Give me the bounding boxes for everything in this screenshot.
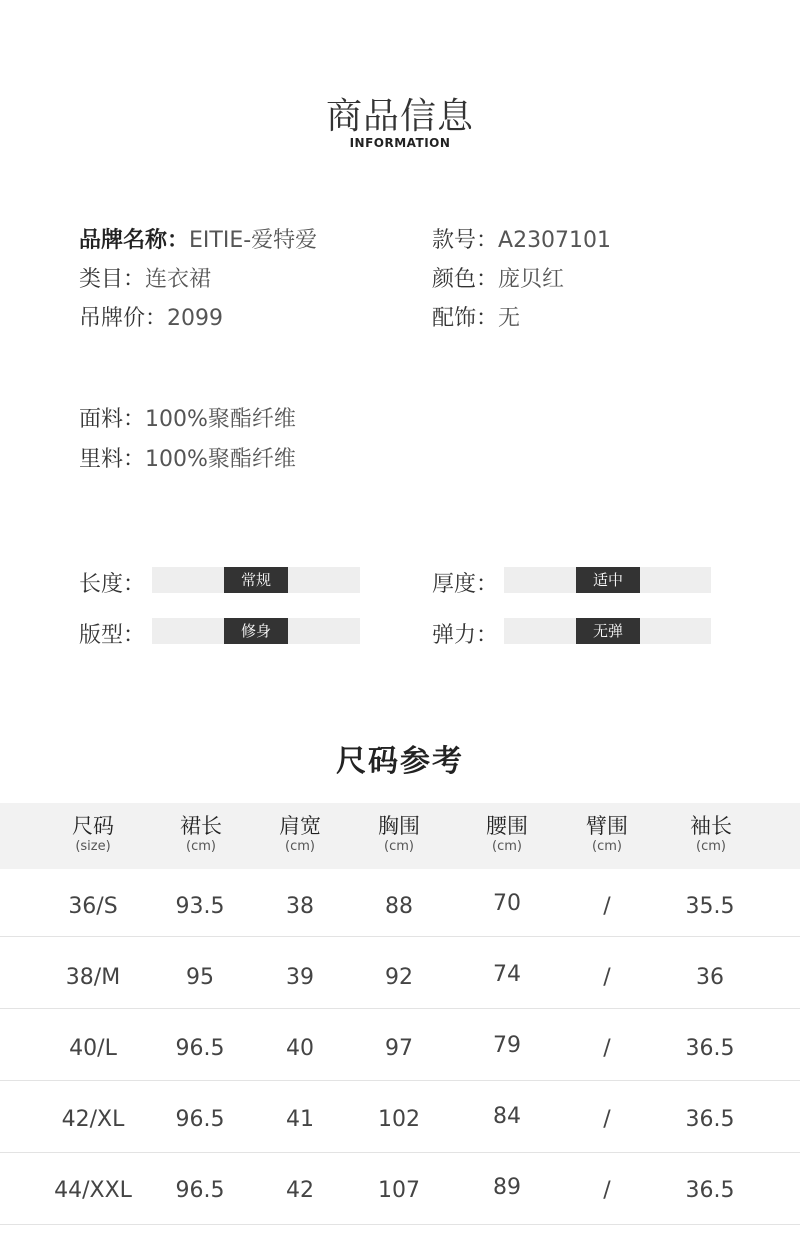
table-cell: 42 — [286, 1178, 314, 1203]
row-divider — [0, 936, 800, 937]
header-arm-name: 臂围 — [586, 814, 628, 838]
table-cell: 95 — [186, 965, 214, 990]
table-cell: 44/XXL — [54, 1178, 132, 1203]
table-cell: / — [603, 1178, 611, 1203]
table-cell: 38/M — [65, 965, 121, 990]
accessory-row — [432, 308, 520, 330]
page-subtitle: INFORMATION — [349, 136, 451, 150]
table-cell: 39 — [286, 965, 314, 990]
header-sleeve-name: 袖长 — [690, 814, 732, 838]
table-cell: 36/S — [68, 894, 118, 919]
row-divider — [0, 1080, 800, 1081]
header-bust-unit: (cm) — [384, 839, 414, 854]
table-cell: 107 — [378, 1178, 420, 1203]
accessory-label: 配饰： — [432, 306, 499, 331]
table-cell: / — [603, 1107, 611, 1132]
table-cell: 40/L — [69, 1036, 117, 1061]
fabric-label: 面料： — [79, 407, 146, 432]
accessory-value: 无 — [498, 306, 521, 331]
lining-label: 里料： — [79, 447, 146, 472]
table-cell: 92 — [385, 965, 413, 990]
header-waist-unit: (cm) — [492, 839, 522, 854]
category-value: 连衣裙 — [145, 267, 212, 292]
table-cell: / — [603, 965, 611, 990]
row-divider — [0, 1008, 800, 1009]
length-label: 长度： — [79, 572, 146, 597]
header-bust — [349, 813, 449, 855]
header-dress-length-unit: (cm) — [186, 839, 216, 854]
table-cell: / — [603, 1036, 611, 1061]
header-shoulder-name: 肩宽 — [279, 814, 321, 838]
header-size-unit: (size) — [75, 839, 111, 854]
table-cell: 36.5 — [685, 1107, 735, 1132]
header-sleeve — [661, 813, 761, 855]
header-shoulder — [250, 813, 350, 855]
header-dress-length — [151, 813, 251, 855]
lining-value: 100%聚酯纤维 — [145, 447, 296, 472]
brand-value: EITIE-爱特爱 — [189, 228, 318, 253]
table-cell: 36.5 — [685, 1036, 735, 1061]
table-cell: 88 — [385, 894, 413, 919]
table-cell: 84 — [493, 1104, 521, 1129]
table-cell: 38 — [286, 894, 314, 919]
table-cell: / — [603, 894, 611, 919]
fit-label: 版型： — [79, 623, 146, 648]
table-cell: 35.5 — [685, 894, 735, 919]
brand-label: 品牌名称： — [79, 228, 190, 253]
style-no-row — [432, 230, 611, 252]
table-cell: 42/XL — [61, 1107, 125, 1132]
table-cell: 96.5 — [175, 1036, 225, 1061]
table-cell: 40 — [286, 1036, 314, 1061]
header-arm-unit: (cm) — [592, 839, 622, 854]
style-no-value: A2307101 — [498, 228, 612, 253]
lining-row — [79, 449, 296, 471]
price-label: 吊牌价： — [79, 306, 168, 331]
table-cell: 36.5 — [685, 1178, 735, 1203]
row-divider — [0, 1152, 800, 1153]
header-size — [43, 813, 143, 855]
category-row — [79, 269, 211, 291]
color-label: 颜色： — [432, 267, 499, 292]
fit-badge: 修身 — [224, 618, 288, 644]
header-shoulder-unit: (cm) — [285, 839, 315, 854]
elasticity-label: 弹力： — [432, 623, 499, 648]
size-chart-title: 尺码参考 — [336, 744, 464, 779]
table-cell: 96.5 — [175, 1178, 225, 1203]
thickness-badge: 适中 — [576, 567, 640, 593]
thickness-label: 厚度： — [432, 572, 499, 597]
brand-row — [79, 230, 317, 252]
table-cell: 96.5 — [175, 1107, 225, 1132]
color-value: 庞贝红 — [498, 267, 565, 292]
length-badge: 常规 — [224, 567, 288, 593]
table-cell: 79 — [493, 1033, 521, 1058]
header-size-name: 尺码 — [72, 814, 114, 838]
header-sleeve-unit: (cm) — [696, 839, 726, 854]
table-cell: 102 — [378, 1107, 420, 1132]
elasticity-badge: 无弹 — [576, 618, 640, 644]
table-cell: 41 — [286, 1107, 314, 1132]
category-label: 类目： — [79, 267, 146, 292]
table-cell: 36 — [696, 965, 724, 990]
header-arm — [557, 813, 657, 855]
page-title: 商品信息 — [325, 96, 474, 137]
header-dress-length-name: 裙长 — [180, 814, 222, 838]
table-cell: 89 — [493, 1175, 521, 1200]
table-cell: 74 — [493, 962, 521, 987]
price-value: 2099 — [167, 306, 224, 331]
table-cell: 93.5 — [175, 894, 225, 919]
table-cell: 97 — [385, 1036, 413, 1061]
fabric-value: 100%聚酯纤维 — [145, 407, 296, 432]
color-row — [432, 269, 564, 291]
header-bust-name: 胸围 — [378, 814, 420, 838]
style-no-label: 款号： — [432, 228, 499, 253]
row-divider — [0, 1224, 800, 1225]
fabric-row — [79, 409, 296, 431]
table-cell: 70 — [493, 891, 521, 916]
header-waist-name: 腰围 — [486, 814, 528, 838]
price-row — [79, 308, 223, 330]
header-waist — [457, 813, 557, 855]
